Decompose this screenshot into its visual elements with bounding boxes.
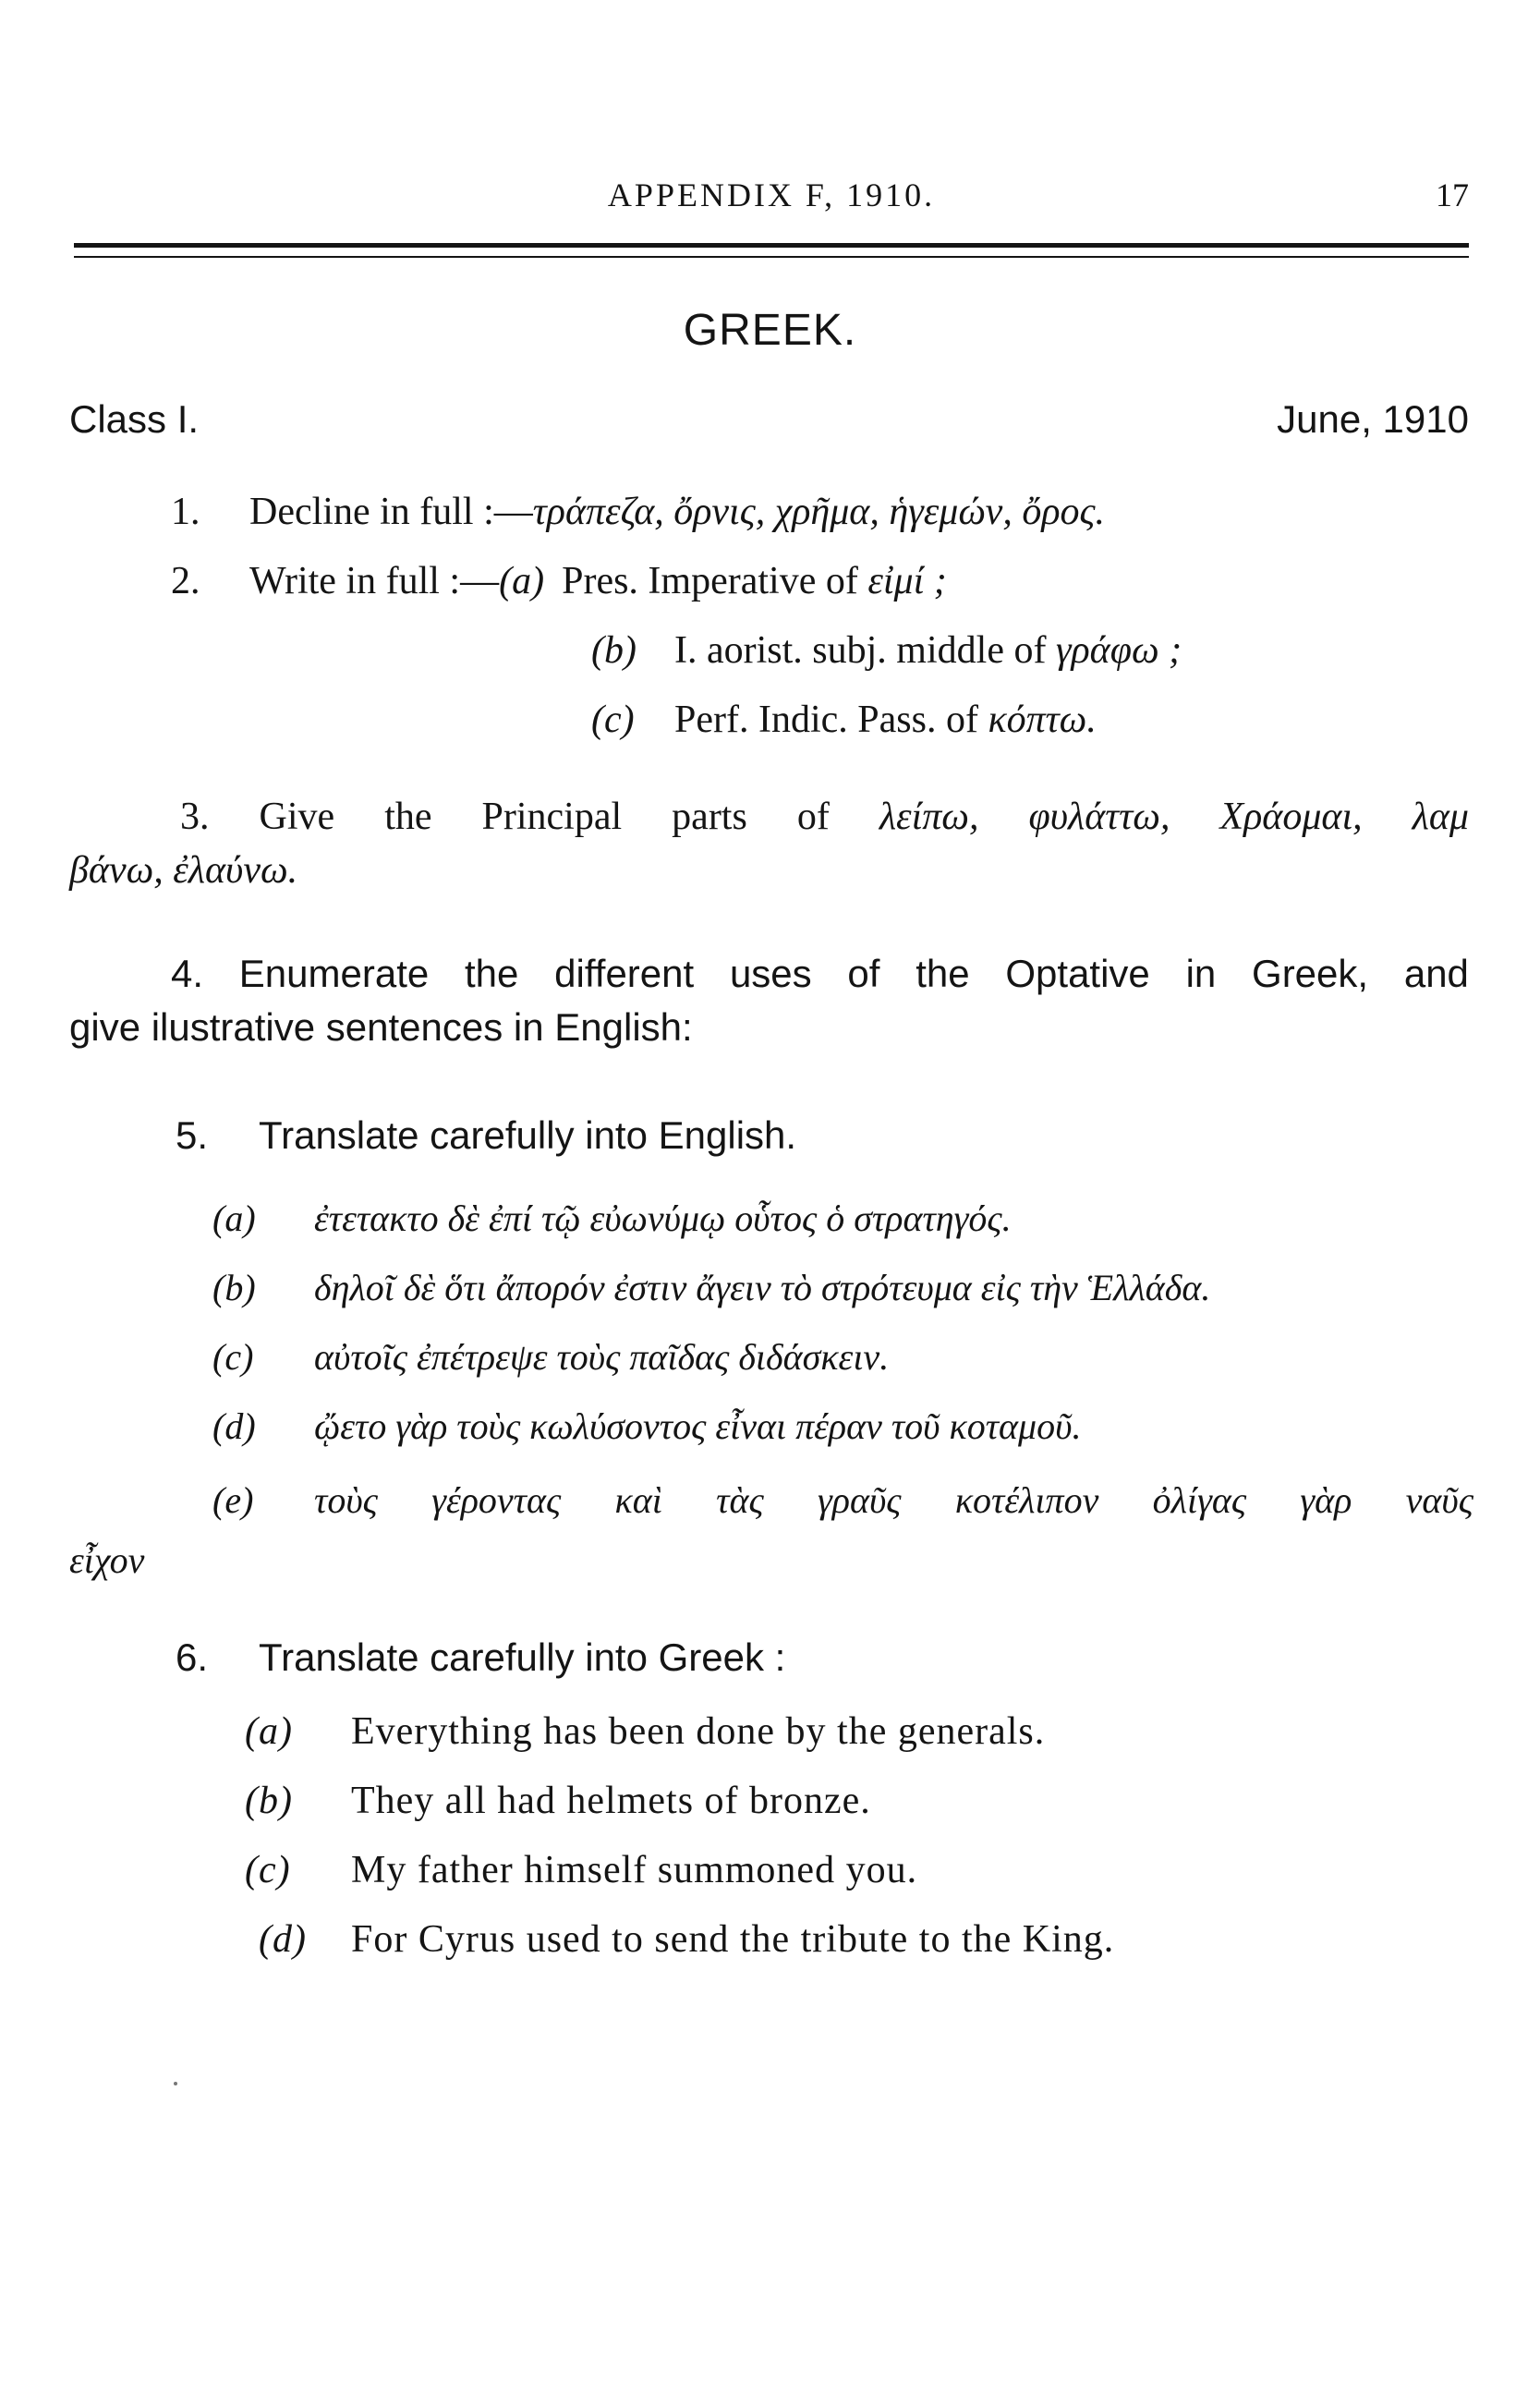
greek-word: φυλάττω, [1028,796,1170,838]
question-5-item-c [212,1335,889,1379]
question-text: Translate carefully into English. [259,1113,797,1157]
greek-sentence: ᾤετο γὰρ τοὺς κωλύσοντος εἶναι πέραν τοῦ κοταμοῦ. [314,1405,1082,1447]
question-continuation: βάνω, ἐλαύνω. [69,849,298,892]
greek-word: ναῦς [1405,1479,1473,1521]
header-rule-thick [74,243,1469,248]
word: Principal [481,796,623,838]
item-greek: εἰμί ; [867,560,947,602]
question-4 [69,947,1469,1054]
item-letter: (e) [212,1479,254,1521]
word: in [1185,952,1217,995]
running-title: APPENDIX F, 1910. [607,176,936,213]
header-rule-thin [74,256,1469,258]
item-letter: (b) [212,1267,256,1308]
greek-word: κοτέλιπον [954,1479,1099,1521]
word: different [554,952,695,995]
word: Optative [1005,952,1150,995]
item-letter: (a) [499,560,545,602]
english-sentence: They all had helmets of bronze. [351,1780,871,1822]
class-label: Class I. [69,397,200,441]
word: parts [672,796,747,838]
question-continuation: give ilustrative sentences in English: [69,1005,693,1049]
subject-title: GREEK. [683,306,857,355]
question-number: 2. [171,560,200,602]
question-3 [69,790,1469,897]
question-5-item-e-continuation: εἶχον [69,1539,145,1581]
item-text: I. aorist. subj. middle of [674,629,1056,672]
item-letter: (c) [212,1336,254,1378]
item-text: Perf. Indic. Pass. of [674,699,988,741]
page-number: 17 [1436,176,1469,213]
item-letter: (d) [259,1918,307,1961]
item-letter: (b) [245,1780,293,1822]
greek-sentence: ἐτετακτο δὲ ἐπί τῷ εὐωνύμῳ οὗτος ὁ στρατηγός. [314,1197,1012,1239]
greek-word: τοὺς [314,1479,378,1521]
question-5 [176,1109,796,1162]
question-6-item-d [259,1917,1114,1962]
question-5-item-d [212,1404,1081,1448]
english-sentence: Everything has been done by the generals. [351,1710,1046,1753]
question-text: Decline in full :— [249,491,533,533]
greek-words: τράπεζα, ὄρνις, χρῆμα, ἡγεμών, ὄρος. [532,491,1106,533]
word: and [1403,952,1469,995]
greek-word: τὰς [716,1479,764,1521]
question-lead: Write in full :— [249,560,500,602]
word: the [384,796,432,838]
greek-word: γραῦς [817,1479,902,1521]
question-text: Translate carefully into Greek : [259,1635,786,1679]
word: uses [729,952,812,995]
item-letter: (d) [212,1405,256,1447]
greek-word: ὀλίγας [1152,1479,1247,1521]
question-2-item-b [591,624,1182,677]
greek-sentence: αὐτοῖς ἐπέτρεψε τοὺς παῖδας διδάσκειν. [314,1336,890,1378]
question-5-item-a [212,1197,1012,1240]
question-6-item-b [245,1779,871,1823]
greek-word: γὰρ [1300,1479,1352,1521]
question-number: 3. [180,796,210,838]
question-6-item-a [245,1709,1045,1754]
question-6-item-c [245,1848,917,1892]
item-letter: (b) [591,629,637,672]
question-6 [176,1631,785,1684]
english-sentence: For Cyrus used to send the tribute to the King. [351,1918,1115,1961]
greek-word: γέροντας [431,1479,562,1521]
question-number: 6. [176,1635,209,1679]
word: the [916,952,970,995]
greek-sentence [314,1478,1473,1522]
question-number: 1. [171,491,200,533]
class-line [69,397,1469,442]
greek-word: λαμ [1412,796,1469,838]
word: Enumerate [238,952,430,995]
item-text: Pres. Imperative of [562,560,868,602]
question-number: 4. [171,952,204,995]
word: of [847,952,880,995]
english-sentence: My father himself summoned you. [351,1849,918,1891]
greek-word: καὶ [614,1479,662,1521]
question-number: 5. [176,1113,209,1157]
item-letter: (c) [591,699,635,741]
question-2-item-c [591,693,1097,747]
item-letter: (a) [212,1197,256,1239]
word: Give [259,796,335,838]
greek-word: Χράομαι, [1219,796,1363,838]
question-line [69,790,1469,844]
item-letter: (a) [245,1710,293,1753]
word: Greek, [1252,952,1369,995]
item-letter: (c) [245,1849,291,1891]
word: the [465,952,519,995]
paper-speck [174,2082,177,2085]
question-1 [171,485,1105,539]
greek-sentence: δηλοῖ δὲ ὅτι ἄπορόν ἐστιν ἄγειν τὸ στρότευμα εἰς τὴν Ἑλλάδα. [314,1267,1211,1308]
greek-word: λείπω, [879,796,979,838]
question-line [69,947,1469,1001]
exam-date: June, 1910 [1277,397,1469,441]
question-5-item-e [212,1478,1473,1522]
word: of [796,796,830,838]
question-2 [171,554,947,608]
item-greek: κόπτω. [988,699,1097,741]
question-5-item-b [212,1266,1210,1309]
item-greek: γράφω ; [1055,629,1182,672]
